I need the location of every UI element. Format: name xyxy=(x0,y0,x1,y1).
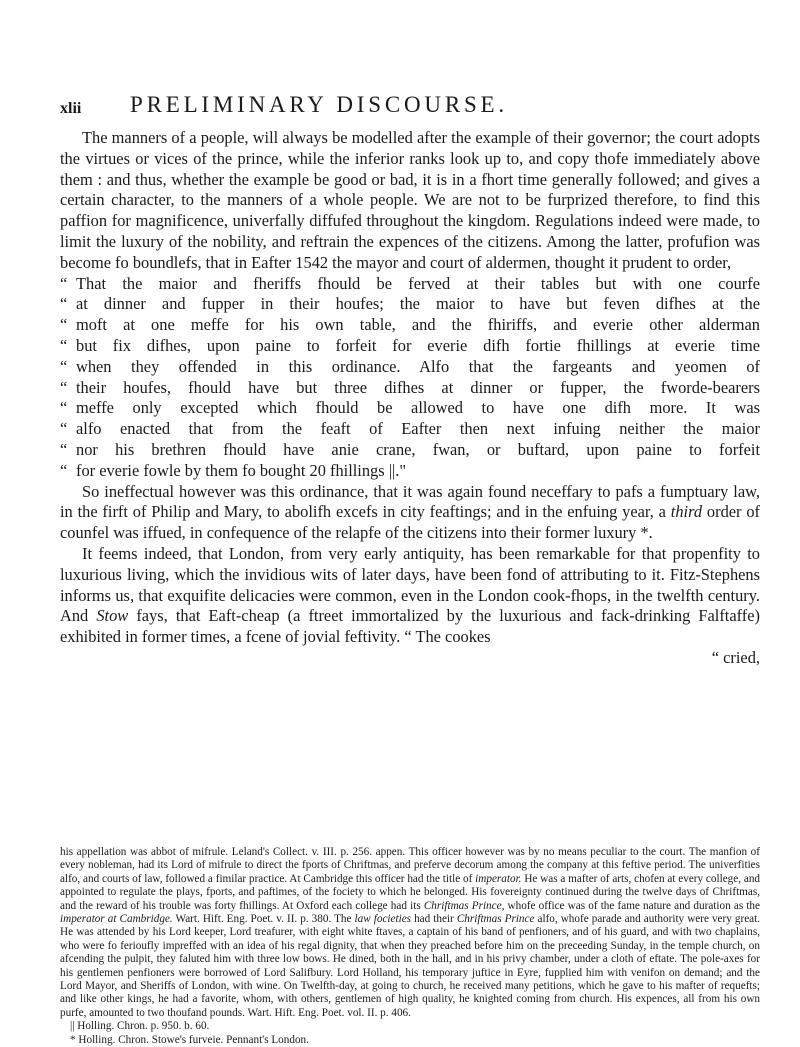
quote-line: “ alfo enacted that from the feaft of Eafter then next infuing neither the maior xyxy=(60,419,760,439)
quote-line: “ at dinner and fupper in their houfes; the maior to have but feven difhes at the xyxy=(60,294,760,314)
italic-third: third xyxy=(670,502,703,522)
ordinance-quote xyxy=(60,274,760,482)
quote-line: “ for everie fowle by them fo bought 20 fhillings ||." xyxy=(60,460,407,480)
paragraph-2: So ineffectual however was this ordinance, that it was again found neceffary to pafs a fumptuary law, in the firft of Philip and Mary, to abolifh excefs in city feaftings; and in the enfuing year, a third order of counfel was iffued, in confequence of the relapfe of the citizens into their former luxury *. xyxy=(60,481,760,543)
catchword: “ cried, xyxy=(711,647,760,667)
quote-line: “ when they offended in this ordinance. Alfo that the fargeants and yeomen of xyxy=(60,356,760,376)
running-head: PRELIMINARY DISCOURSE. xyxy=(130,92,508,117)
quote-line: “ nor his brethren fhould have anie crane, fwan, or buftard, upon paine to forfeit xyxy=(60,439,760,459)
quote-line: “ but fix difhes, upon paine to forfeit for everie difh fortie fhillings at everie time xyxy=(60,335,760,355)
footnote-ref-star: * Holling. Chron. Stowe's furveie. Pennant's London. xyxy=(70,1033,309,1046)
quote-line: “ their houfes, fhould have but three difhes at dinner or fupper, the fworde-bearers xyxy=(60,377,760,397)
footnote-ref-parallel: || Holling. Chron. p. 950. b. 60. xyxy=(70,1020,210,1033)
quote-line: “ moft at one meffe for his own table, and the fhiriffs, and everie other alderman xyxy=(60,315,760,335)
paragraph-3: It feems indeed, that London, from very early antiquity, has been remarkable for that propenfity to luxurious living, which the invidious wits of later days, have been fond of attributing to it. Fitz-Stephens informs us, that exquifite delicacies were common, even in the London cook-fhops, in the twelfth century. And Stow fays, that Eaft-cheap (a ftreet immortalized by the luxurious and fack-drinking Falftaffe) exhibited in former times, a fcene of jovial feftivity. “ The cookes xyxy=(60,543,760,647)
footnote-continued: his appellation was abbot of mifrule. Leland's Collect. v. III. p. 256. appen. This officer however was by no means peculiar to the court. The manfion of every nobleman, had its Lord of mifrule to direct the fports of Chriftmas, and preferve decorum among the company at this feftive period. The univerfities alfo, and courts of law, followed a fimilar practice. At Cambridge this officer had the title of imperator. He was a mafter of arts, chofen at every college, and appointed to regulate the plays, fports, and paftimes, of the fociety to which he belonged. His fovereignty continued during the twelve days of Chriftmas, and the reward of his trouble was forty fhillings. At Oxford each college had its Chriftmas Prince, whofe office was of the fame nature and duration as the imperator at Cambridge. Wart. Hift. Eng. Poet. v. II. p. 380. The law focieties had their Chriftmas Prince alfo, whofe parade and authority were very great. He was attended by his Lord keeper, Lord treafurer, with eight white ftaves, a captain of his band of penfioners, and of his guard, and with two chaplains, who were fo ferioufly impreffed with an idea of his regal dignity, that when they preached before him on the preceeding Sunday, in the temple church, on afcending the pulpit, they faluted him with three low bows. He dined, both in the hall, and in his privy chamber, under a cloth of eftate. The pole-axes for his gentlemen penfioners were borrowed of Lord Salifbury. Lord Holland, his temporary juftice in Eyre, fupplied him with venifon on demand; and the Lord Mayor, and Sheriffs of London, with wine. On Twelfth-day, at going to church, he received many petitions, which he gave to his mafter of requefts; and like other kings, he had a favorite, whom, with others, gentlemen of high quality, he knighted coming from church. His expences, all from his own purfe, amounted to two thoufand pounds. Wart. Hift. Eng. Poet. vol. II. p. 406. xyxy=(60,846,761,1019)
quote-line: “ meffe only excepted which fhould be allowed to have one difh more. It was xyxy=(60,398,760,418)
page-header xyxy=(60,92,760,132)
quote-line: “ That the maior and fheriffs fhould be ferved at their tables but with one courfe xyxy=(60,273,760,293)
paragraph-1: The manners of a people, will always be modelled after the example of their governor; the court adopts the virtues or vices of the prince, while the inferior ranks look up to, and copy thofe immediately above them : and thus, whether the example be good or bad, it is in a fhort time generally followed; and gives a certain character, to the manners of a whole people. We are not to be furprized therefore, to find this paffion for magnificence, univerfally diffufed throughout the kingdom. Regulations indeed were made, to limit the luxury of the nobility, and reftrain the expences of the citizens. Among the latter, profufion was become fo boundlefs, that in Eafter 1542 the mayor and court of aldermen, thought it prudent to order, xyxy=(60,128,760,272)
main-text xyxy=(60,128,760,669)
page-number: xlii xyxy=(60,100,82,117)
italic-stow: Stow xyxy=(96,606,129,626)
